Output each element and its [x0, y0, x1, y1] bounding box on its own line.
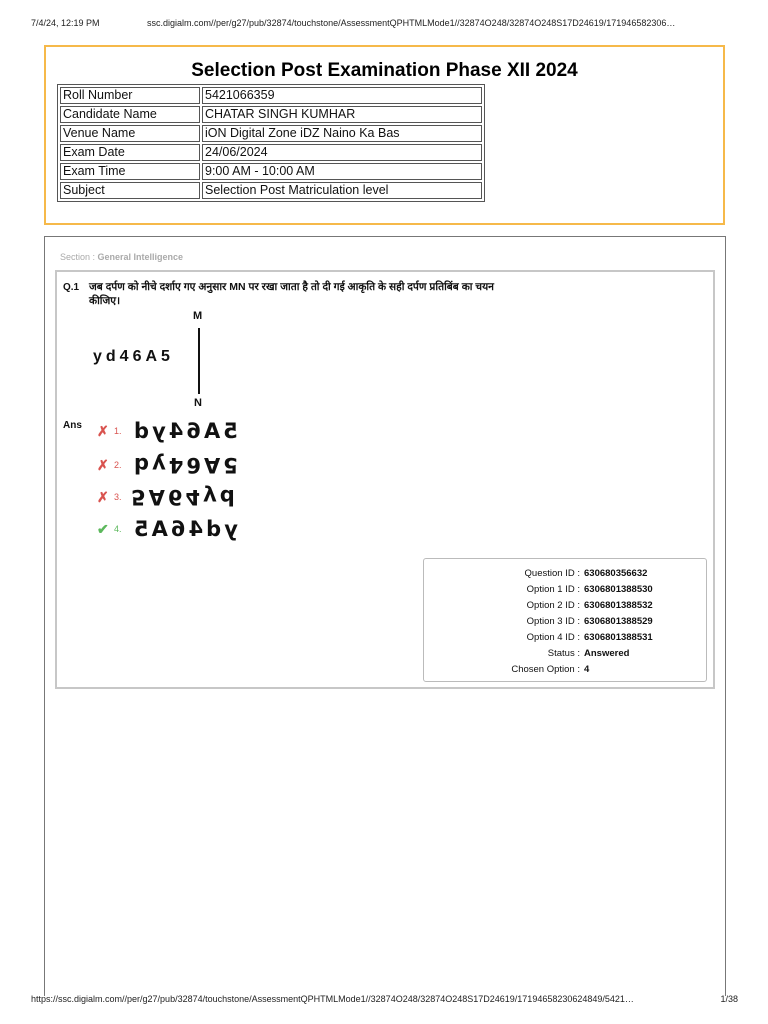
info-label: Exam Date: [60, 144, 200, 161]
info-value: iON Digital Zone iDZ Naino Ka Bas: [202, 125, 482, 142]
option-number: 3.: [114, 492, 122, 502]
section-container: [44, 236, 726, 996]
details-label: Option 4 ID :: [526, 631, 580, 643]
info-row: [60, 125, 482, 142]
info-row: [60, 144, 482, 161]
option-number: 4.: [114, 524, 122, 534]
section-label: [60, 252, 183, 262]
exam-header-box: [44, 45, 725, 225]
option-number: 1.: [114, 426, 122, 436]
question-text: जब दर्पण को नीचे दर्शाए गए अनुसार MN पर रखा जाता है तो दी गई आकृति के सही दर्पण प्रतिबिंब का चयन कीजिए।: [89, 281, 494, 307]
print-url: ssc.digialm.com//per/g27/pub/32874/touchstone/AssessmentQPHTMLMode1//32874O248/32874O248S17D24619/171946582306…: [147, 18, 676, 28]
info-label: Roll Number: [60, 87, 200, 104]
details-table: [424, 565, 706, 677]
mirror-label-n: N: [194, 397, 202, 409]
option-3: [97, 485, 297, 509]
info-row: [60, 182, 482, 199]
option-glyphs: 5A64yd: [131, 485, 238, 509]
option-glyphs: yd46A5: [131, 517, 238, 541]
option-1: [97, 419, 297, 443]
option-glyphs: 5A64yd: [131, 419, 238, 443]
details-value: 6306801388530: [584, 583, 653, 595]
details-value: Answered: [584, 647, 630, 659]
info-value: 9:00 AM - 10:00 AM: [202, 163, 482, 180]
footer-url: https://ssc.digialm.com//per/g27/pub/32874/touchstone/AssessmentQPHTMLMode1//32874O248/32874O248S17D24619/17194658230624849/5421…: [31, 994, 634, 1004]
details-label: Option 2 ID :: [526, 599, 580, 611]
section-name: General Intelligence: [97, 252, 184, 262]
question-number: Q.1: [63, 282, 80, 293]
info-row: [60, 87, 482, 104]
exam-title: Selection Post Examination Phase XII 2024: [191, 60, 578, 81]
question-details-panel: [423, 558, 707, 682]
details-row: [424, 629, 706, 645]
mirror-label-m: M: [193, 310, 203, 322]
info-value: 24/06/2024: [202, 144, 482, 161]
details-row: [424, 597, 706, 613]
question-panel: [55, 270, 715, 689]
answer-label: Ans: [63, 420, 82, 431]
details-label: Chosen Option :: [511, 663, 580, 675]
page-number: 1/38: [720, 994, 738, 1004]
details-row: [424, 581, 706, 597]
details-value: 6306801388531: [584, 631, 653, 643]
details-label: Option 3 ID :: [526, 615, 580, 627]
details-row: [424, 613, 706, 629]
mirror-figure: [93, 310, 233, 410]
info-label: Venue Name: [60, 125, 200, 142]
check-icon: ✔: [97, 521, 109, 537]
candidate-info-table: [57, 84, 485, 202]
cross-icon: ✗: [97, 489, 109, 505]
details-value: 4: [584, 663, 590, 675]
details-label: Question ID :: [524, 567, 580, 579]
info-label: Subject: [60, 182, 200, 199]
details-label: Option 1 ID :: [526, 583, 580, 595]
details-label: Status :: [547, 647, 580, 659]
details-value: 6306801388529: [584, 615, 653, 627]
print-datetime: 7/4/24, 12:19 PM: [31, 18, 100, 28]
details-row: [424, 565, 706, 581]
cross-icon: ✗: [97, 423, 109, 439]
details-row: [424, 661, 706, 677]
info-row: [60, 163, 482, 180]
mirror-line: [198, 328, 200, 394]
info-label: Exam Time: [60, 163, 200, 180]
details-value: 6306801388532: [584, 599, 653, 611]
info-value: CHATAR SINGH KUMHAR: [202, 106, 482, 123]
details-value: 630680356632: [584, 567, 648, 579]
info-row: [60, 106, 482, 123]
option-4: [97, 517, 297, 541]
info-value: 5421066359: [202, 87, 482, 104]
option-2: [97, 453, 297, 477]
info-value: Selection Post Matriculation level: [202, 182, 482, 199]
option-glyphs: 5A64yd: [131, 453, 238, 477]
cross-icon: ✗: [97, 457, 109, 473]
option-number: 2.: [114, 460, 122, 470]
details-row: [424, 645, 706, 661]
section-prefix: Section :: [60, 252, 98, 262]
figure-text: yd46A5: [93, 348, 174, 365]
info-label: Candidate Name: [60, 106, 200, 123]
